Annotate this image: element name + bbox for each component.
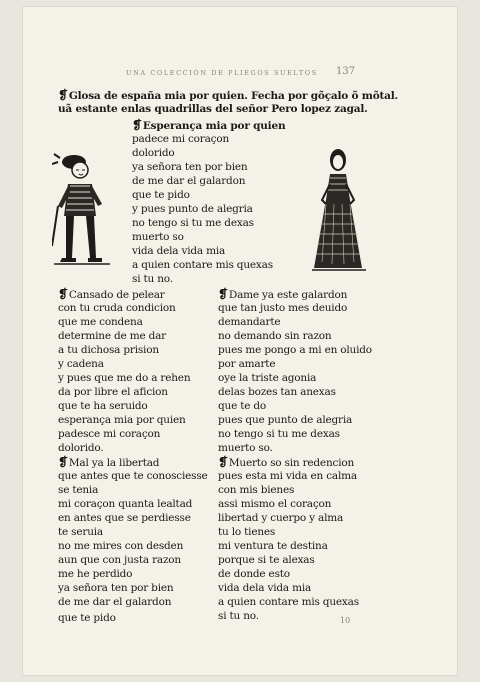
right-column-line: por amarte <box>218 358 276 370</box>
left-column-line: que te ha seruido <box>58 400 148 412</box>
intro-line-1: ❡Esperança mia por quien <box>132 118 286 132</box>
intro-line: muerto so <box>132 231 184 243</box>
left-column-line-stanza-2: ❡Mal ya la libertad <box>58 455 160 469</box>
right-column-line: pues esta mi vida en calma <box>218 470 357 482</box>
intro-line: padece mi coraçon <box>132 133 230 145</box>
left-column-line: que te pido <box>58 612 116 624</box>
right-column-line: con mis bienes <box>218 484 295 496</box>
left-column-line: con tu cruda condicion <box>58 302 176 314</box>
right-column-line-stanza-2: ❡Muerto so sin redencion <box>218 455 355 469</box>
woodcut-man-figure <box>52 146 112 274</box>
intro-line: que te pido <box>132 189 190 201</box>
right-column-line: que te do <box>218 400 267 412</box>
pilcrow-mark: ❡ <box>218 287 228 301</box>
book-page <box>22 6 458 676</box>
left-column-line: y pues que me do a rehen <box>58 372 191 384</box>
woodcut-woman-figure <box>308 144 370 276</box>
title-line-2: uã estante enlas quadrillas del señor Pero lopez zagal. <box>58 103 368 115</box>
left-column-line-1: ❡Cansado de pelear <box>58 287 165 301</box>
right-column-line-1: ❡Dame ya este galardon <box>218 287 348 301</box>
right-column-line: de donde esto <box>218 568 290 580</box>
page-number: 137 <box>336 66 356 77</box>
left-column-line: se tenia <box>58 484 99 496</box>
right-column-line: a quien contare mis quexas <box>218 596 359 608</box>
signature-mark: 10 <box>340 616 351 625</box>
left-column-line: a tu dichosa prision <box>58 344 159 356</box>
left-column-line: que me condena <box>58 316 143 328</box>
pilcrow-mark: ❡ <box>132 118 142 132</box>
left-column-line: en antes que se perdiesse <box>58 512 191 524</box>
left-column-line: ya señora ten por bien <box>58 582 174 594</box>
right-column-line: pues me pongo a mi en oluido <box>218 344 372 356</box>
right-column-line: oye la triste agonia <box>218 372 317 384</box>
left-column-line: padesce mi coraçon <box>58 428 161 440</box>
right-column-line: mi ventura te destina <box>218 540 328 552</box>
pilcrow-mark: ❡ <box>218 455 228 469</box>
pilcrow-mark: ❡ <box>58 88 68 102</box>
left-column-line: dolorido. <box>58 442 104 454</box>
intro-line: no tengo si tu me dexas <box>132 217 254 229</box>
left-column-line: da por libre el aficion <box>58 386 168 398</box>
left-column-line: determine de me dar <box>58 330 166 342</box>
right-column-line: no demando sin razon <box>218 330 332 342</box>
running-head: UNA COLECCIÓN DE PLIEGOS SUELTOS <box>126 69 318 77</box>
right-column-line: muerto so. <box>218 442 273 454</box>
left-column-line: te seruia <box>58 526 103 538</box>
left-column-line: mi coraçon quanta lealtad <box>58 498 193 510</box>
intro-line: de me dar el galardon <box>132 175 246 187</box>
intro-line: dolorido <box>132 147 175 159</box>
left-column-line: me he perdido <box>58 568 133 580</box>
pilcrow-mark: ❡ <box>58 287 68 301</box>
title-line-1: ❡Glosa de españa mia por quien. Fecha por gõçalo õ mõtal. <box>58 88 399 102</box>
left-column-line: esperança mia por quien <box>58 414 186 426</box>
intro-line: y pues punto de alegria <box>132 203 253 215</box>
right-column-line: delas bozes tan anexas <box>218 386 336 398</box>
intro-line: ya señora ten por bien <box>132 161 248 173</box>
intro-line: si tu no. <box>132 273 173 285</box>
right-column-line: no tengo si tu me dexas <box>218 428 340 440</box>
left-column-line: no me mires con desden <box>58 540 184 552</box>
intro-line: vida dela vida mia <box>132 245 226 257</box>
right-column-line: vida dela vida mia <box>218 582 312 594</box>
right-column-line: libertad y cuerpo y alma <box>218 512 344 524</box>
right-column-line: si tu no. <box>218 610 259 622</box>
right-column-line: porque si te alexas <box>218 554 315 566</box>
pilcrow-mark: ❡ <box>58 455 68 469</box>
right-column-line: que tan justo mes deuido <box>218 302 348 314</box>
left-column-line: y cadena <box>58 358 104 370</box>
left-column-line: aun que con justa razon <box>58 554 181 566</box>
right-column-line: tu lo tienes <box>218 526 276 538</box>
left-column-line: que antes que te conosciesse <box>58 470 208 482</box>
right-column-line: demandarte <box>218 316 281 328</box>
right-column-line: assi mismo el coraçon <box>218 498 332 510</box>
right-column-line: pues que punto de alegria <box>218 414 353 426</box>
left-column-line: de me dar el galardon <box>58 596 172 608</box>
intro-line: a quien contare mis quexas <box>132 259 273 271</box>
